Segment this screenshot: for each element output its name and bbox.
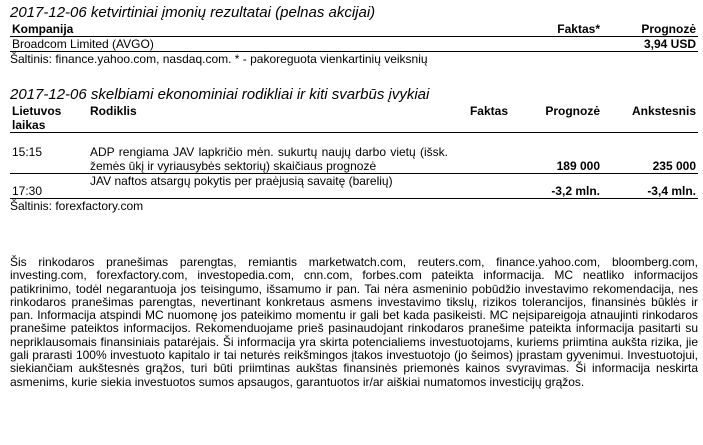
econ-header-actual: Faktas bbox=[469, 104, 508, 118]
earnings-section-title: 2017-12-06 ketvirtiniai įmonių rezultatai (pelnas akcijai) bbox=[10, 4, 376, 21]
econ-indicator: JAV naftos atsargų pokytis per praėjusią savaitę (barelių) bbox=[90, 174, 393, 188]
earnings-header-actual: Faktas* bbox=[557, 22, 600, 36]
table-row bbox=[10, 133, 698, 174]
table-row bbox=[10, 174, 698, 199]
econ-table bbox=[10, 104, 698, 199]
econ-header-previous: Ankstesnis bbox=[631, 104, 696, 118]
econ-forecast: -3,2 mln. bbox=[551, 184, 600, 198]
document-page bbox=[10, 0, 698, 389]
econ-forecast: 189 000 bbox=[556, 159, 600, 173]
econ-previous: 235 000 bbox=[652, 159, 696, 173]
econ-section-title: 2017-12-06 skelbiami ekonominiai rodikliai ir kiti svarbūs įvykiai bbox=[10, 86, 430, 103]
econ-header-indicator: Rodiklis bbox=[90, 104, 137, 118]
econ-header-forecast: Prognozė bbox=[545, 104, 600, 118]
earnings-header-forecast: Prognozė bbox=[641, 22, 696, 36]
disclaimer-text: Šis rinkodaros pranešimas parengtas, remiantis marketwatch.com, reuters.com, finance.yahoo.com, bloomberg.com, investing.com, forexfactory.com, investopedia.com, cnn.com, forbes.com pateikta informacija. MC neatlikо informacijos patikrinimo, todėl negarantuoja jos teisingumo, išsamumo ir pan. Tai nėra asmeninio pobūdžio investavimo rekomendacija, nes rinkodaros pranešimas parengtas, nevertinant konkretaus asmens investavimo tikslų, rizikos tolerancijos, finansinės būklės ir pan. Informacija atspindi MC nuomonę jos pateikimo momentu ir gali bet kada pasikeisti. MC neįsipareigoja atnaujinti rinkodaros pranešime pateiktos informacijos. Rekomenduojame prieš pasinaudojant rinkodaros pranešime pateikta informacija pasitarti su nepriklausomais finansiniais patarėjais. Ši informacija yra skirta potencialiems investuotojams, kuriems priimtina aukšta rizika, jie gali prarasti 100% investuoto kapitalo ir tai neturės reikšmingos įtakos investuotojo (jo šeimos) įprastam gyvenimui. Investuotojui, siekiančiam aukštesnės grąžos, turi būti priimtinas aukštas finansinės priemonės kainos svyravimas. Ši informacija neskirta asmenims, kurie siekia investuotos sumos apsaugos, garantuotos ir/ar aiškiai numatomos investicijų grąžos. bbox=[10, 255, 698, 389]
earnings-actual bbox=[480, 37, 602, 52]
econ-actual bbox=[450, 174, 510, 199]
econ-indicator: ADP rengiama JAV lapkričio mėn. sukurtų naujų darbo vietų (išsk. žemės ūkį ir vyriausybės sektorių) skaičiaus prognozė bbox=[90, 145, 448, 173]
company-name: Broadcom Limited (AVGO) bbox=[12, 37, 154, 51]
earnings-source: Šaltinis: finance.yahoo.com, nasdaq.com. * - pakoreguota vienkartinių veiksnių bbox=[10, 52, 428, 66]
earnings-forecast: 3,94 USD bbox=[643, 37, 696, 51]
econ-source: Šaltinis: forexfactory.com bbox=[10, 199, 144, 213]
earnings-header-company: Kompanija bbox=[12, 22, 74, 36]
table-row bbox=[10, 37, 698, 52]
econ-previous: -3,4 mln. bbox=[647, 184, 696, 198]
econ-time: 17:30 bbox=[12, 184, 43, 198]
econ-header-row bbox=[10, 104, 698, 133]
econ-time: 15:15 bbox=[12, 145, 43, 159]
earnings-table bbox=[10, 22, 698, 52]
econ-actual bbox=[450, 133, 510, 174]
earnings-header-row bbox=[10, 22, 698, 37]
econ-header-time: Lietuvos laikas bbox=[12, 104, 62, 132]
